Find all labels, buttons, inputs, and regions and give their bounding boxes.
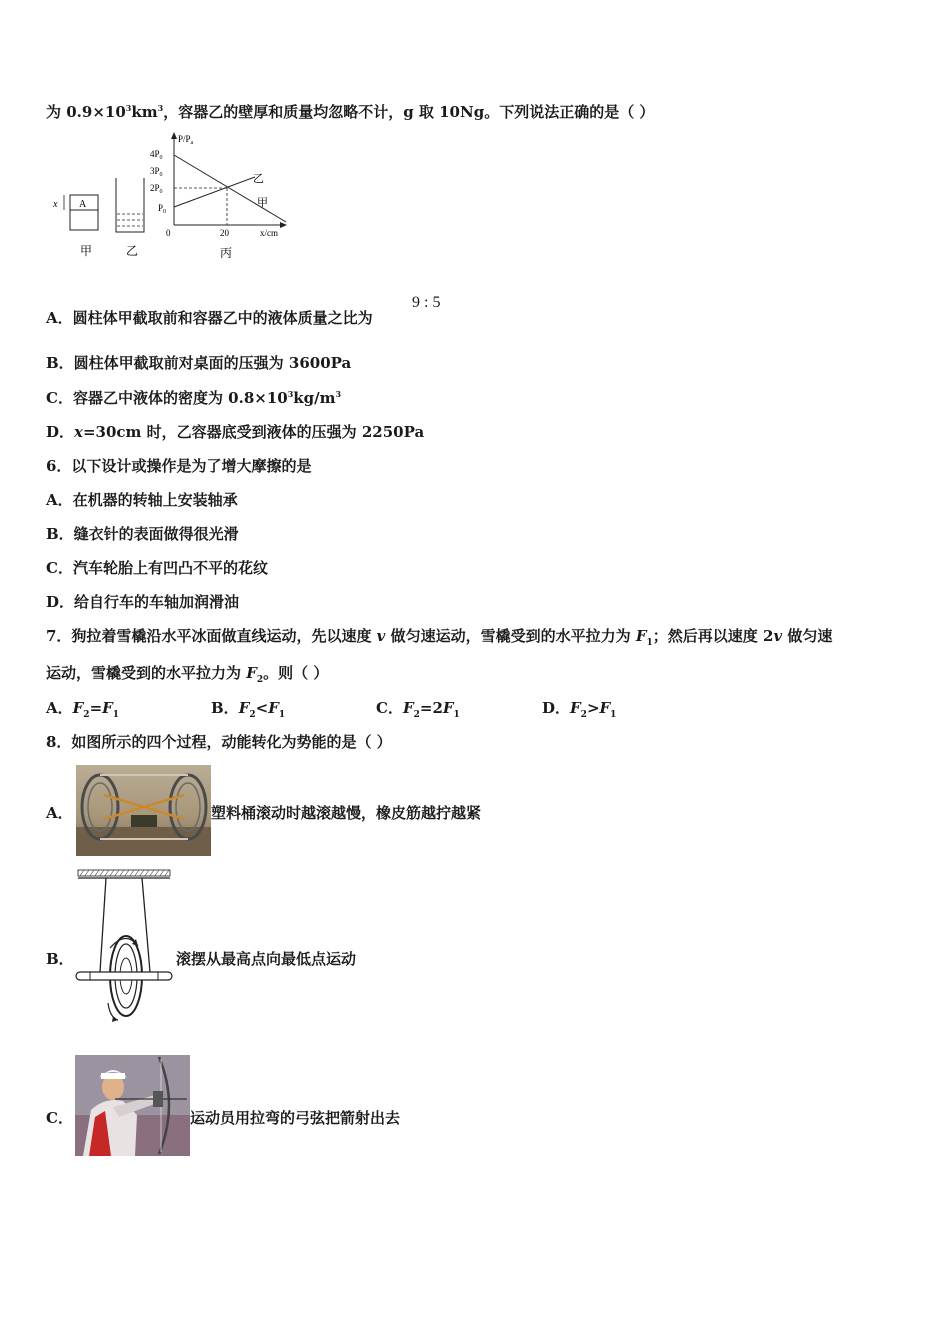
option-text: =30cm 时，乙容器底受到液体的压强为 2250Pa	[82, 423, 425, 441]
subscript: 1	[453, 710, 460, 720]
option-unit: kg/m	[293, 389, 336, 407]
option-label: D．	[46, 423, 75, 441]
q8-option-a-text: 塑料桶滚动时越滚越慢，橡皮筋越拧越紧	[211, 804, 482, 822]
question-5-intro	[46, 102, 654, 122]
q7-option-a	[46, 698, 119, 718]
variable-f: F	[268, 699, 279, 717]
option-label: A．	[46, 699, 73, 717]
q6-option-c: C．汽车轮胎上有凹凸不平的花纹	[46, 559, 268, 577]
variable-f: F	[442, 699, 454, 717]
rolling-bucket-photo	[76, 765, 211, 856]
option-label: B．	[211, 699, 239, 717]
block-x-label: x	[53, 199, 58, 210]
q5-option-c	[46, 388, 341, 408]
caption-jia: 甲	[80, 244, 93, 258]
operator: <	[255, 699, 269, 717]
y-tick-4p0: $4P_0$	[150, 149, 163, 161]
variable-f: F	[72, 699, 84, 717]
operator: >	[586, 699, 600, 717]
subscript: 2	[249, 710, 256, 720]
q6-option-a: A．在机器的转轴上安装轴承	[46, 491, 238, 509]
operator: =2	[419, 699, 443, 717]
superscript: 3	[125, 103, 132, 113]
variable-f: F	[635, 627, 647, 645]
option-text: A．圆柱体甲截取前和容器乙中的液体质量之比为	[46, 309, 373, 327]
stem-text: 运动，雪橇受到的水平拉力为	[46, 664, 247, 682]
caption-bing: 丙	[220, 246, 233, 260]
q7-stem-line1	[46, 626, 832, 646]
q8-stem: 8．如图所示的四个过程，动能转化为势能的是（ ）	[46, 733, 392, 751]
block-A-label: A	[79, 199, 87, 210]
container-yi	[116, 178, 144, 232]
q5-option-d	[46, 422, 424, 442]
option-text: C．容器乙中液体的密度为 0.8×10	[46, 389, 288, 407]
y-tick-3p0: $3P_0$	[150, 166, 163, 178]
variable-f: F	[102, 699, 113, 717]
q7-option-b	[211, 698, 285, 718]
q7-option-d	[542, 698, 616, 718]
subscript: 2	[413, 710, 420, 720]
origin-label: 0	[166, 228, 171, 238]
variable-f: F	[402, 699, 414, 717]
subscript: 2	[256, 675, 264, 685]
line-jia	[174, 155, 286, 222]
q7-options	[46, 698, 906, 718]
caption-yi: 乙	[126, 244, 139, 258]
variable-f: F	[599, 699, 611, 717]
x-axis-label: x/cm	[260, 228, 278, 238]
q5-option-a	[46, 308, 373, 328]
archer-photo	[75, 1055, 190, 1156]
pressure-figure	[50, 130, 310, 265]
intro-text: 为 0.9×10	[46, 103, 126, 121]
superscript: 3	[157, 103, 164, 113]
option-label: D．	[542, 699, 571, 717]
q8-option-c-label: C．	[46, 1109, 73, 1127]
q6-option-b: B．缝衣针的表面做得很光滑	[46, 525, 239, 543]
y-tick-p0: $P_0$	[158, 203, 167, 215]
subscript: 1	[610, 710, 617, 720]
stem-text: 7．狗拉着雪橇沿水平冰面做直线运动，先以速度	[46, 627, 377, 645]
variable-v: v	[376, 627, 386, 645]
y-axis-label: $P/P_a$	[178, 134, 194, 146]
subscript: 2	[580, 710, 587, 720]
stem-text: 做匀速运动，雪橇受到的水平拉力为	[385, 627, 636, 645]
subscript: 1	[278, 710, 286, 720]
q8-option-b-text: 滚摆从最高点向最低点运动	[176, 950, 357, 968]
x-tick-20: 20	[220, 228, 229, 238]
superscript: 3	[287, 389, 294, 399]
line-yi-label: 乙	[253, 172, 264, 185]
cylinder-jia	[52, 195, 98, 230]
q7-stem-line2	[46, 663, 328, 683]
q6-stem: 6．以下设计或操作是为了增大摩擦的是	[46, 457, 312, 475]
subscript: 2	[83, 710, 90, 720]
q6-option-d: D．给自行车的车轴加润滑油	[46, 593, 240, 611]
line-jia-label: 甲	[257, 196, 268, 209]
operator: =	[89, 699, 103, 717]
q5-option-b	[46, 353, 351, 373]
stem-text: 。则（ ）	[263, 664, 329, 682]
intro-unit: km	[131, 103, 158, 121]
subscript: 1	[112, 710, 120, 720]
variable-f: F	[570, 699, 581, 717]
y-tick-2p0: $2P_0$	[150, 183, 163, 195]
mass-ratio: 9 : 5	[412, 294, 441, 311]
maxwell-wheel-drawing	[70, 868, 180, 1026]
q7-option-c	[376, 698, 460, 718]
variable-x: x	[74, 423, 83, 441]
stem-text: ；然后再以速度 2	[652, 627, 774, 645]
option-text: B．圆柱体甲截取前对桌面的压强为 3600Pa	[46, 354, 352, 372]
q8-option-b-label: B．	[46, 950, 74, 968]
graph-bing	[150, 132, 287, 238]
line-yi	[174, 177, 255, 207]
variable-f: F	[246, 664, 257, 682]
variable-f: F	[238, 699, 250, 717]
q8-option-a-label: A．	[46, 804, 73, 822]
superscript: 3	[335, 389, 342, 399]
subscript: 1	[646, 638, 653, 648]
intro-rest: ，容器乙的壁厚和质量均忽略不计，g 取 10Ng。下列说法正确的是（ ）	[163, 103, 655, 121]
q8-option-c-text: 运动员用拉弯的弓弦把箭射出去	[190, 1109, 401, 1127]
variable-v: v	[773, 627, 783, 645]
stem-text: 做匀速	[782, 627, 833, 645]
option-label: C．	[376, 699, 403, 717]
